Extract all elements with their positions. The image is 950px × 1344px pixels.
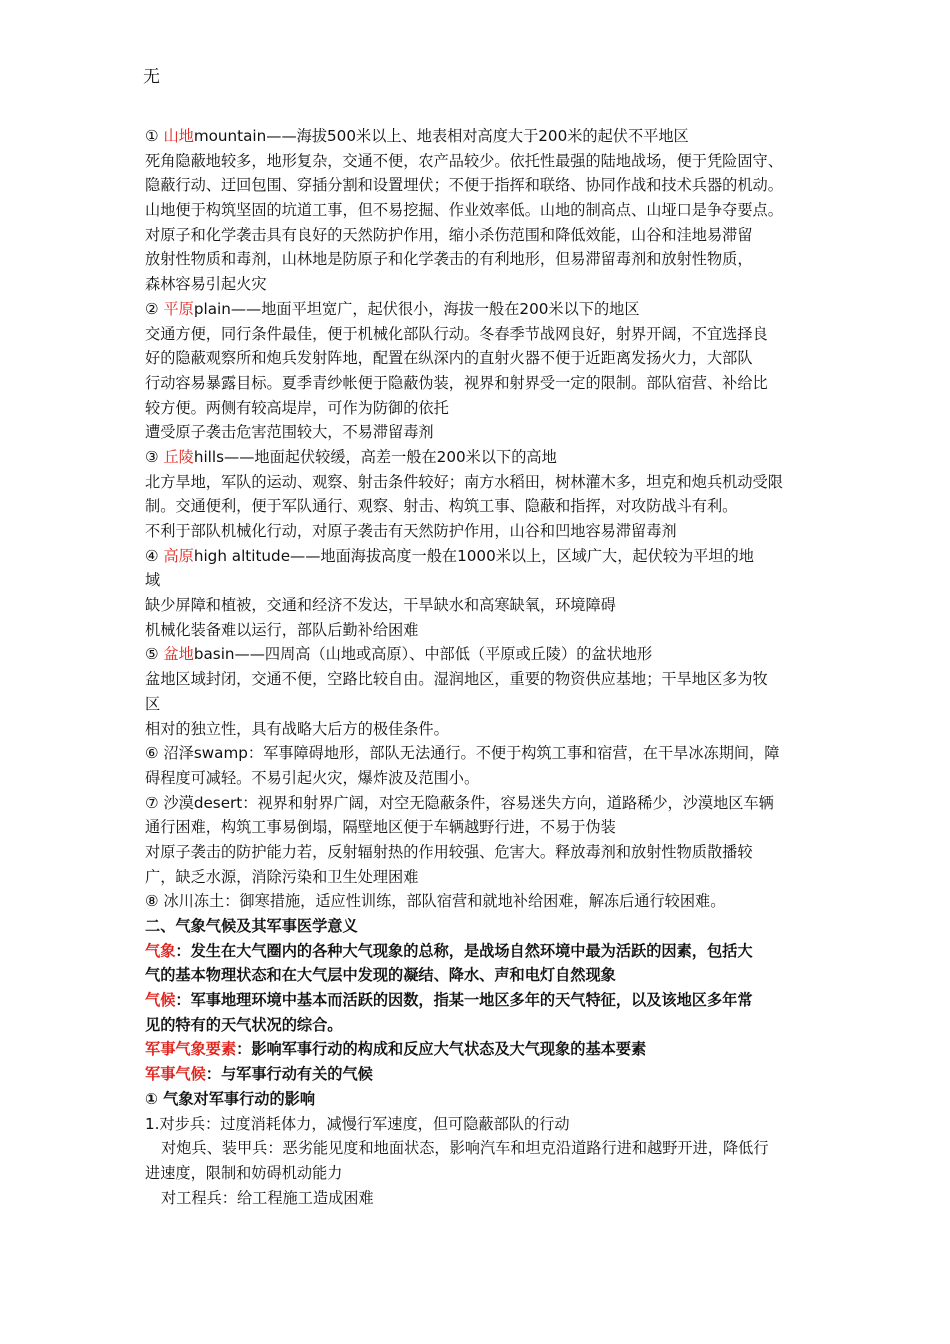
- term-highlight: 平原: [163, 299, 194, 318]
- text-line: [145, 173, 815, 198]
- text-line: [145, 791, 815, 816]
- line-text: 进速度，限制和妨碍机动能力: [145, 1163, 343, 1182]
- line-text: 放射性物质和毒剂，山林地是防原子和化学袭击的有利地形，但易滞留毒剂和放射性物质，: [145, 250, 753, 269]
- text-line: [145, 297, 815, 322]
- indented-text: 对炮兵、装甲兵：恶劣能见度和地面状态，影响汽车和坦克沿道路行进和越野开进，降低行: [161, 1139, 769, 1158]
- text-line: [145, 815, 815, 840]
- term-highlight-bold: 气象: [145, 941, 176, 960]
- line-text: 隐蔽行动、迂回包围、穿插分割和设置埋伏；不便于指挥和联络、协同作战和技术兵器的机动。: [145, 176, 783, 195]
- indented-text: 对工程兵：给工程施工造成困难: [161, 1188, 374, 1207]
- text-line: [145, 914, 815, 939]
- text-line: [145, 568, 815, 593]
- text-line: [145, 272, 815, 297]
- line-text: 好的隐蔽观察所和炮兵发射阵地，配置在纵深内的直射火器不便于近距离发扬火力，大部队: [145, 349, 753, 368]
- line-text: 通行困难，构筑工事易倒塌，隔壁地区便于车辆越野行进，不易于伪装: [145, 818, 616, 837]
- text-line: [145, 840, 815, 865]
- text-line: [145, 544, 815, 569]
- document-body: [145, 124, 815, 1210]
- term-highlight-bold: 军事气候: [145, 1065, 206, 1084]
- bold-text: ：发生在大气圈内的各种大气现象的总称，是战场自然环境中最为活跃的因素，包括大: [175, 941, 753, 960]
- line-text: 盆地区域封闭，交通不便，空路比较自由。湿润地区，重要的物资供应基地；干旱地区多为牧: [145, 670, 768, 689]
- line-text: 域: [145, 571, 161, 590]
- text-line: [145, 247, 815, 272]
- text-line: [145, 149, 815, 174]
- text-line: [145, 889, 815, 914]
- line-text: mountain——海拔500米以上、地表相对高度大于200米的起伏不平地区: [193, 127, 689, 145]
- bold-text: 二、气象气候及其军事医学意义: [145, 917, 358, 935]
- line-text: ④: [145, 546, 164, 565]
- bold-text: 见的特有的天气状况的综合。: [145, 1015, 343, 1034]
- term-highlight-bold: 气候: [145, 991, 176, 1010]
- text-line: [145, 865, 815, 890]
- line-text: 山地便于构筑坚固的坑道工事，但不易挖掘、作业效率低。山地的制高点、山垭口是争夺要点。: [145, 201, 783, 220]
- term-highlight: 丘陵: [163, 447, 194, 466]
- term-highlight: 高原: [163, 546, 194, 565]
- text-line: [145, 124, 815, 149]
- line-text: 缺少屏障和植被，交通和经济不发达，干旱缺水和高寒缺氧，环境障碍: [145, 596, 616, 615]
- text-line: [145, 1161, 815, 1186]
- line-text: high altitude——地面海拔高度一般在1000米以上，区域广大，起伏较为平坦的地: [193, 546, 754, 565]
- line-text: plain——地面平坦宽广，起伏很小，海拔一般在200米以下的地区: [193, 299, 640, 318]
- text-line: [145, 593, 815, 618]
- line-text: 对原子和化学袭击具有良好的天然防护作用，缩小杀伤范围和降低效能，山谷和洼地易滞留: [145, 225, 753, 244]
- bold-text: 气的基本物理状态和在大气层中发现的凝结、降水、声和电灯自然现象: [145, 966, 616, 985]
- text-line: [145, 445, 815, 470]
- term-highlight: 盆地: [163, 645, 194, 664]
- page-header: 无: [143, 67, 160, 87]
- line-text: 碍程度可减轻。不易引起火灾，爆炸波及范围小。: [145, 768, 480, 787]
- line-text: 区: [145, 694, 161, 713]
- bold-text: ：影响军事行动的构成和反应大气状态及大气现象的基本要素: [236, 1040, 647, 1059]
- bold-text: ：与军事行动有关的气候: [205, 1065, 373, 1084]
- text-line: [145, 1037, 815, 1062]
- line-text: 北方旱地，军队的运动、观察、射击条件较好；南方水稻田，树林灌木多，坦克和炮兵机动受限: [145, 472, 783, 491]
- text-line: [145, 519, 815, 544]
- text-line: [145, 1013, 815, 1038]
- text-line: [145, 322, 815, 347]
- text-line: [145, 939, 815, 964]
- term-highlight: 山地: [163, 127, 194, 145]
- text-line: [145, 371, 815, 396]
- line-text: ①: [145, 127, 164, 145]
- line-text: 机械化装备难以运行，部队后勤补给困难: [145, 620, 419, 639]
- text-line: [145, 741, 815, 766]
- line-text: 行动容易暴露目标。夏季青纱帐便于隐蔽伪装，视界和射界受一定的限制。部队宿营、补给比: [145, 373, 768, 392]
- line-text: basin——四周高（山地或高原）、中部低（平原或丘陵）的盆状地形: [193, 645, 653, 664]
- text-line: [145, 470, 815, 495]
- text-line: [145, 963, 815, 988]
- line-text: 对原子袭击的防护能力若，反射辐射热的作用较强、危害大。释放毒剂和放射性物质散播较: [145, 842, 753, 861]
- bold-text: ① 气象对军事行动的影响: [145, 1089, 316, 1108]
- line-text: 1.对步兵：过度消耗体力，减慢行军速度，但可隐蔽部队的行动: [145, 1114, 570, 1133]
- text-line: [145, 667, 815, 692]
- text-line: [145, 1136, 815, 1161]
- text-line: [145, 642, 815, 667]
- text-line: [145, 988, 815, 1013]
- line-text: 广，缺乏水源，消除污染和卫生处理困难: [145, 867, 419, 886]
- text-line: [145, 198, 815, 223]
- text-line: [145, 494, 815, 519]
- text-line: [145, 396, 815, 421]
- term-highlight-bold: 军事气象要素: [145, 1040, 237, 1059]
- line-text: 较方便。两侧有较高堤岸，可作为防御的依托: [145, 398, 449, 417]
- line-text: 森林容易引起火灾: [145, 275, 267, 294]
- text-line: [145, 766, 815, 791]
- line-text: ⑦ 沙漠desert：视界和射界广阔，对空无隐蔽条件，容易迷失方向，道路稀少，沙漠地区车辆: [145, 793, 774, 812]
- text-line: [145, 1186, 815, 1211]
- text-line: [145, 717, 815, 742]
- line-text: ③: [145, 447, 164, 466]
- line-text: hills——地面起伏较缓，高差一般在200米以下的高地: [193, 447, 557, 466]
- text-line: [145, 1112, 815, 1137]
- text-line: [145, 346, 815, 371]
- line-text: 相对的独立性，具有战略大后方的极佳条件。: [145, 719, 449, 738]
- text-line: [145, 223, 815, 248]
- line-text: ⑧ 冰川冻土：御寒措施，适应性训练，部队宿营和就地补给困难，解冻后通行较困难。: [145, 892, 726, 911]
- line-text: 死角隐蔽地较多，地形复杂，交通不便，农产品较少。依托性最强的陆地战场，便于凭险固守、: [145, 151, 783, 170]
- text-line: [145, 692, 815, 717]
- bold-text: ：军事地理环境中基本而活跃的因数，指某一地区多年的天气特征，以及该地区多年常: [175, 991, 753, 1010]
- line-text: 遭受原子袭击危害范围较大，不易滞留毒剂: [145, 423, 434, 442]
- text-line: [145, 1062, 815, 1087]
- line-text: 制。交通便利，便于军队通行、观察、射击、构筑工事、隐蔽和指挥，对攻防战斗有利。: [145, 497, 738, 516]
- line-text: ②: [145, 299, 164, 318]
- text-line: [145, 618, 815, 643]
- text-line: [145, 420, 815, 445]
- line-text: ⑥ 沼泽swamp：军事障碍地形，部队无法通行。不便于构筑工事和宿营，在干旱冰冻期间，障: [145, 744, 780, 763]
- line-text: 不利于部队机械化行动，对原子袭击有天然防护作用，山谷和凹地容易滞留毒剂: [145, 522, 677, 540]
- line-text: 交通方便，同行条件最佳，便于机械化部队行动。冬春季节战网良好，射界开阔，不宜选择良: [145, 324, 768, 343]
- line-text: ⑤: [145, 645, 164, 664]
- text-line: [145, 1087, 815, 1112]
